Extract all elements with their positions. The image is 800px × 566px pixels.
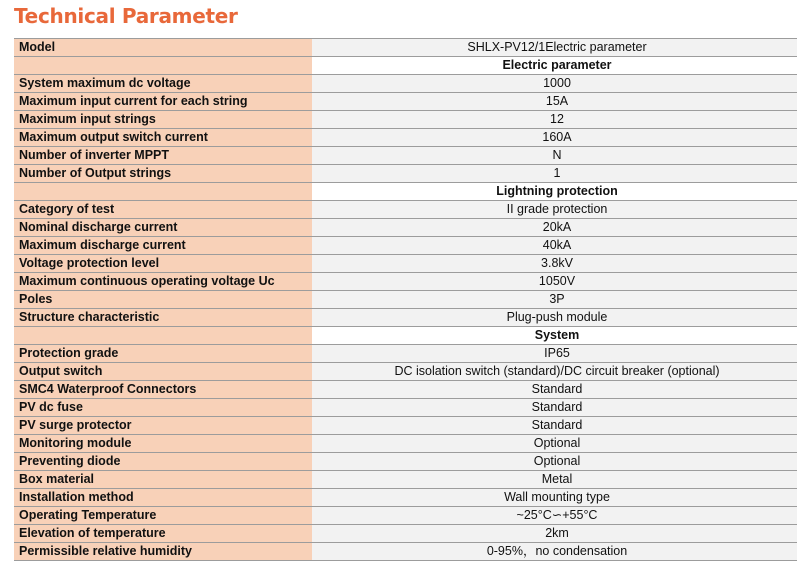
section-header-row (14, 327, 797, 345)
parameter-value: Standard (312, 417, 797, 435)
parameter-value: Optional (312, 435, 797, 453)
parameter-row (14, 309, 797, 327)
parameter-row (14, 129, 797, 147)
parameter-label: Output switch (14, 363, 312, 381)
parameter-row (14, 489, 797, 507)
parameter-value: II grade protection (312, 201, 797, 219)
parameter-label: Installation method (14, 489, 312, 507)
parameter-label: Number of inverter MPPT (14, 147, 312, 165)
parameter-value: 0-95%，no condensation (312, 543, 797, 561)
parameter-label: Maximum input current for each string (14, 93, 312, 111)
parameter-value: 1000 (312, 75, 797, 93)
parameter-row (14, 111, 797, 129)
parameter-value: Plug-push module (312, 309, 797, 327)
parameter-value: 15A (312, 93, 797, 111)
parameter-label: Permissible relative humidity (14, 543, 312, 561)
parameter-value: Optional (312, 453, 797, 471)
section-label-cell (14, 57, 312, 75)
parameter-row (14, 255, 797, 273)
parameter-value: Wall mounting type (312, 489, 797, 507)
parameter-label: PV dc fuse (14, 399, 312, 417)
parameter-label: Maximum discharge current (14, 237, 312, 255)
parameter-value: 20kA (312, 219, 797, 237)
parameter-row (14, 417, 797, 435)
parameter-value: 12 (312, 111, 797, 129)
parameter-row (14, 525, 797, 543)
section-title: Lightning protection (312, 183, 797, 201)
parameter-label: Monitoring module (14, 435, 312, 453)
parameter-row (14, 147, 797, 165)
section-label-cell (14, 183, 312, 201)
parameter-row (14, 345, 797, 363)
parameter-value: 3P (312, 291, 797, 309)
section-title: System (312, 327, 797, 345)
parameter-row (14, 165, 797, 183)
parameter-value: 1 (312, 165, 797, 183)
parameter-label: Poles (14, 291, 312, 309)
parameter-row (14, 381, 797, 399)
page-title: Technical Parameter (14, 4, 238, 28)
parameter-label: SMC4 Waterproof Connectors (14, 381, 312, 399)
parameter-row (14, 453, 797, 471)
parameter-label: Operating Temperature (14, 507, 312, 525)
parameter-row (14, 93, 797, 111)
parameter-row (14, 75, 797, 93)
parameter-label: Box material (14, 471, 312, 489)
parameter-value: ~25°C∽+55°C (312, 507, 797, 525)
parameter-label: Maximum continuous operating voltage Uc (14, 273, 312, 291)
parameter-label: Preventing diode (14, 453, 312, 471)
parameter-value: 1050V (312, 273, 797, 291)
parameter-label: Maximum output switch current (14, 129, 312, 147)
parameter-row (14, 507, 797, 525)
technical-parameter-table (14, 38, 797, 561)
parameter-row (14, 39, 797, 57)
parameter-label: Category of test (14, 201, 312, 219)
parameter-row (14, 363, 797, 381)
parameter-label: Model (14, 39, 312, 57)
section-label-cell (14, 327, 312, 345)
table-body (14, 39, 797, 561)
parameter-label: Protection grade (14, 345, 312, 363)
parameter-row (14, 399, 797, 417)
parameter-label: Elevation of temperature (14, 525, 312, 543)
parameter-row (14, 435, 797, 453)
parameter-label: Nominal discharge current (14, 219, 312, 237)
parameter-value: SHLX-PV12/1Electric parameter (312, 39, 797, 57)
parameter-value: 3.8kV (312, 255, 797, 273)
parameter-label: Structure characteristic (14, 309, 312, 327)
parameter-value: DC isolation switch (standard)/DC circuit breaker (optional) (312, 363, 797, 381)
parameter-value: Metal (312, 471, 797, 489)
parameter-row (14, 219, 797, 237)
parameter-label: Number of Output strings (14, 165, 312, 183)
parameter-row (14, 237, 797, 255)
parameter-row (14, 471, 797, 489)
section-header-row (14, 57, 797, 75)
parameter-value: N (312, 147, 797, 165)
parameter-label: PV surge protector (14, 417, 312, 435)
parameter-label: Voltage protection level (14, 255, 312, 273)
parameter-row (14, 543, 797, 561)
parameter-row (14, 201, 797, 219)
parameter-value: IP65 (312, 345, 797, 363)
parameter-value: 2km (312, 525, 797, 543)
section-title: Electric parameter (312, 57, 797, 75)
parameter-row (14, 291, 797, 309)
parameter-value: 40kA (312, 237, 797, 255)
parameter-value: Standard (312, 399, 797, 417)
parameter-value: 160A (312, 129, 797, 147)
section-header-row (14, 183, 797, 201)
parameter-label: Maximum input strings (14, 111, 312, 129)
parameter-label: System maximum dc voltage (14, 75, 312, 93)
parameter-value: Standard (312, 381, 797, 399)
parameter-row (14, 273, 797, 291)
